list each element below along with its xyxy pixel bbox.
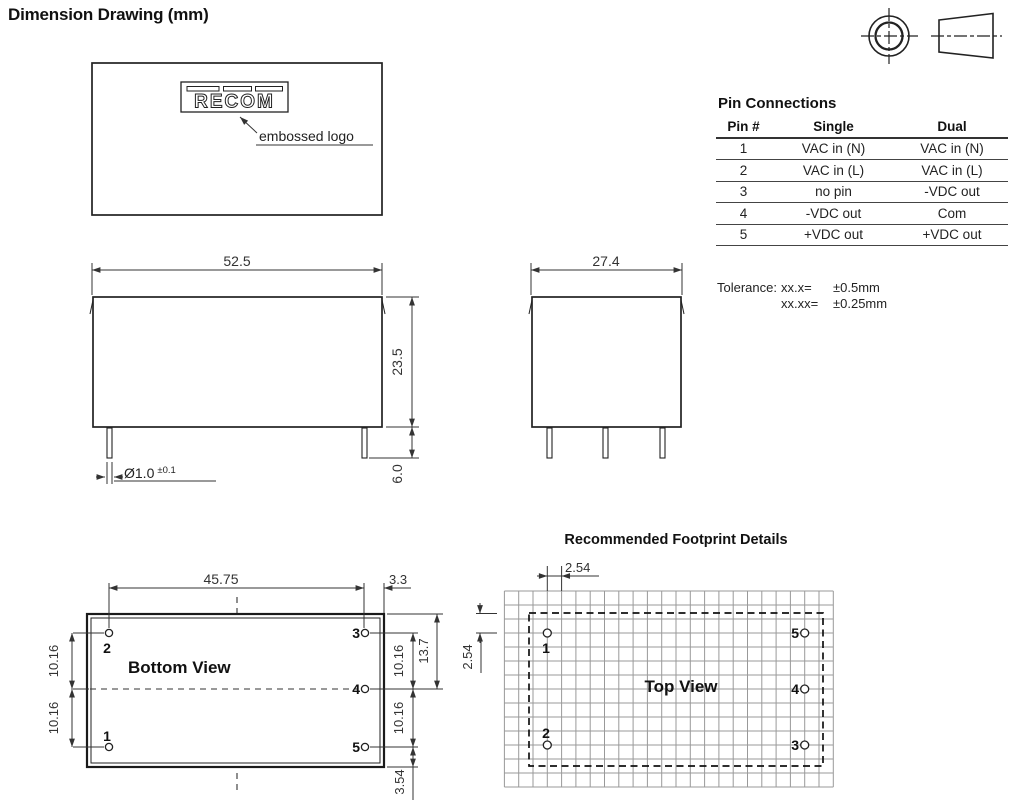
tolerance-row — [717, 280, 887, 296]
side-pin-2 — [603, 428, 608, 458]
bottom-pin-5 — [361, 743, 368, 750]
bottom-pin-4 — [361, 685, 368, 692]
dim-2-54-h-label: 2.54 — [565, 560, 591, 575]
bottom-pin-3-label: 3 — [352, 625, 360, 641]
dim-10-16-right-top: 10.16 — [391, 644, 406, 678]
dim-pin-dia-label: Ø1.0 $^{\pm 0.1}$ — [124, 465, 176, 481]
dual-cell: VAC in (N) — [896, 138, 1008, 160]
column-header-single: Single — [771, 116, 896, 138]
pin-connections-panel — [716, 95, 1012, 246]
side-view-drawing — [529, 253, 684, 458]
footprint-title: Recommended Footprint Details — [564, 532, 788, 548]
dim-10-16-left-bottom: 10.16 — [46, 701, 61, 735]
dim-2-54-vertical — [460, 603, 497, 673]
bottom-pin-5-label: 5 — [352, 739, 360, 755]
recom-logo — [181, 82, 288, 113]
footprint-pin-1 — [543, 629, 551, 637]
embossed-logo-label: embossed logo — [259, 128, 354, 144]
tolerance-note — [717, 280, 887, 312]
tolerance-value: ±0.5mm — [833, 280, 880, 295]
footprint-pin-3-label: 3 — [791, 737, 799, 753]
bottom-pin-2 — [105, 629, 112, 636]
front-view-drawing — [90, 253, 419, 484]
single-cell: -VDC out — [771, 203, 896, 225]
dual-cell: Com — [896, 203, 1008, 225]
pin-number-cell: 1 — [716, 138, 771, 160]
dim-23-5-label: 23.5 — [389, 348, 405, 376]
single-cell: VAC in (L) — [771, 160, 896, 182]
dim-13-7-label: 13.7 — [416, 638, 431, 664]
dim-width-52-5 — [92, 253, 382, 295]
footprint-pin-2-label: 2 — [542, 725, 550, 741]
tolerance-key: xx.xx= — [781, 296, 819, 311]
dim-3-54-label: 3.54 — [392, 769, 407, 795]
footprint-pin-5-label: 5 — [791, 625, 799, 641]
dim-pin-diameter — [96, 462, 216, 484]
bottom-pin-3 — [361, 629, 368, 636]
dual-cell: -VDC out — [896, 181, 1008, 203]
bottom-view-drawing — [46, 571, 443, 800]
column-header-dual: Dual — [896, 116, 1008, 138]
table-row — [716, 224, 1008, 246]
front-pin-left — [107, 428, 112, 458]
pin-number-cell: 2 — [716, 160, 771, 182]
footprint-pin-3 — [801, 741, 809, 749]
dim-pin-length-6-0 — [369, 427, 419, 484]
projection-symbol — [861, 8, 1002, 64]
page-title: Dimension Drawing (mm) — [8, 5, 209, 24]
side-pin-3 — [660, 428, 665, 458]
dual-cell: +VDC out — [896, 224, 1008, 246]
dim-3-3-label: 3.3 — [389, 572, 408, 587]
dim-height-23-5 — [386, 297, 419, 427]
bottom-pin-1-label: 1 — [103, 728, 111, 744]
pin-number-cell: 3 — [716, 181, 771, 203]
dim-2-54-horizontal — [537, 560, 599, 591]
side-view-outline — [532, 297, 681, 427]
dim-2-54-v-label: 2.54 — [460, 644, 475, 670]
tolerance-key: xx.x= — [781, 280, 812, 295]
pin-connections-title: Pin Connections — [718, 95, 837, 112]
footprint-pin-4-label: 4 — [791, 681, 799, 697]
dim-depth-27-4 — [531, 253, 682, 295]
single-cell: VAC in (N) — [771, 138, 896, 160]
tolerance-row — [717, 296, 887, 312]
footprint-pin-5 — [801, 629, 809, 637]
table-row — [716, 203, 1008, 225]
dim-45-75-label: 45.75 — [203, 571, 239, 587]
table-row — [716, 181, 1008, 203]
column-header-pin: Pin # — [716, 116, 771, 138]
dim-10-16-right-bottom: 10.16 — [391, 701, 406, 735]
footprint-view-label: Top View — [644, 677, 718, 696]
footprint-pin-1-label: 1 — [542, 640, 550, 656]
bottom-pin-2-label: 2 — [103, 640, 111, 656]
pin-connections-table — [716, 116, 1008, 246]
dim-6-0-label: 6.0 — [389, 464, 405, 484]
dual-cell: VAC in (L) — [896, 160, 1008, 182]
bottom-pin-4-label: 4 — [352, 681, 360, 697]
single-cell: +VDC out — [771, 224, 896, 246]
dim-52-5-label: 52.5 — [223, 253, 251, 269]
footprint-drawing — [460, 532, 833, 787]
table-header-row — [716, 116, 1008, 138]
bottom-pin-1 — [105, 743, 112, 750]
front-pin-right — [362, 428, 367, 458]
table-row — [716, 160, 1008, 182]
footprint-pin-4 — [801, 685, 809, 693]
recom-logo-text: RECOM — [194, 91, 275, 113]
footprint-pin-2 — [543, 741, 551, 749]
tolerance-label: Tolerance: — [717, 280, 777, 295]
dim-27-4-label: 27.4 — [592, 253, 620, 269]
table-row — [716, 138, 1008, 160]
pin-number-cell: 5 — [716, 224, 771, 246]
front-view-outline — [93, 297, 382, 427]
single-cell: no pin — [771, 181, 896, 203]
dim-10-16-left-top: 10.16 — [46, 644, 61, 678]
side-pin-1 — [547, 428, 552, 458]
bottom-view-outline — [87, 614, 384, 767]
tolerance-value: ±0.25mm — [833, 296, 888, 311]
top-view-drawing — [92, 63, 382, 215]
pin-number-cell: 4 — [716, 203, 771, 225]
bottom-view-title: Bottom View — [128, 658, 231, 677]
